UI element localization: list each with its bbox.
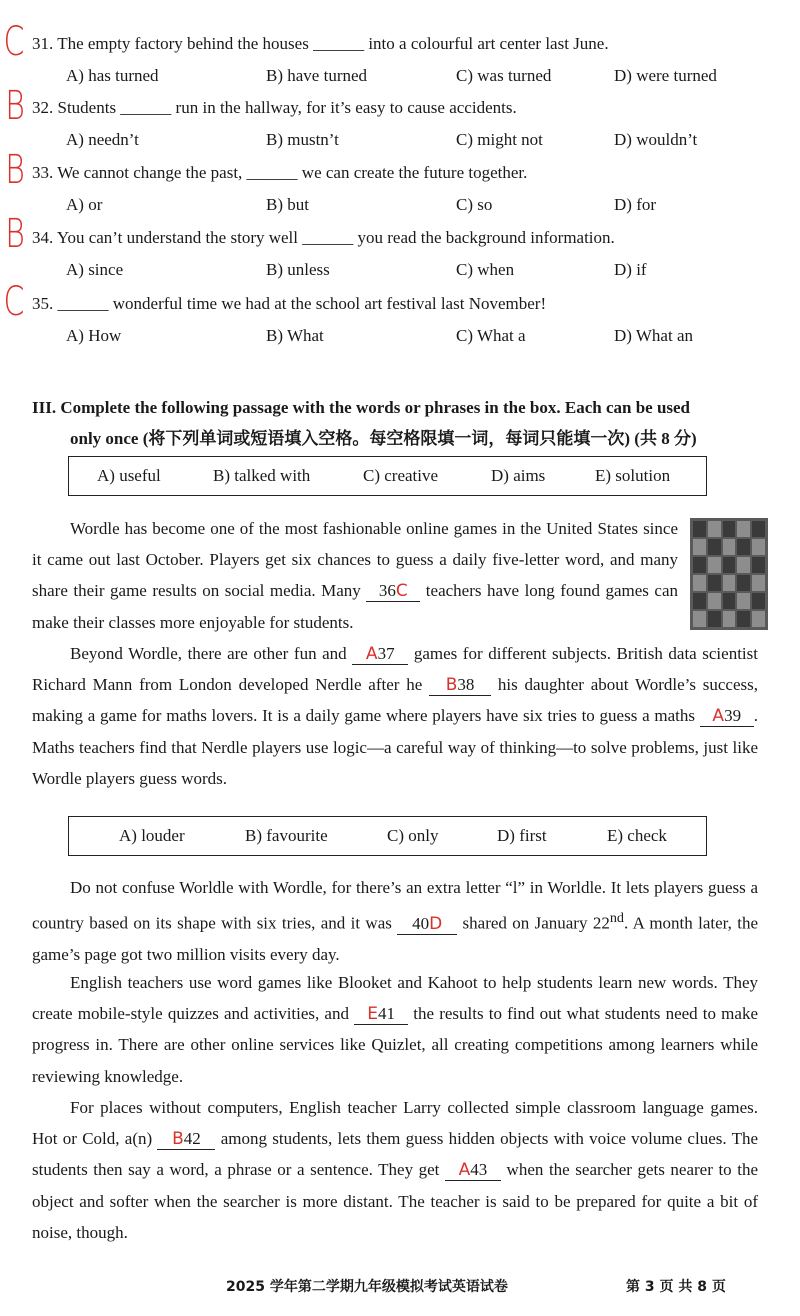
blank-40: 40D bbox=[397, 914, 457, 935]
word-box-2 bbox=[68, 816, 707, 856]
question-number: 35. bbox=[32, 294, 54, 313]
option-a: A) has turned bbox=[66, 66, 159, 85]
blank-39: A39 bbox=[700, 706, 754, 727]
blank-42: B42 bbox=[157, 1129, 215, 1150]
word-box-item: D) first bbox=[497, 826, 547, 845]
option-b: B) unless bbox=[266, 260, 330, 279]
option-a: A) needn’t bbox=[66, 130, 139, 149]
handwritten-answer-32: B bbox=[5, 83, 25, 129]
handwritten-answer-42: B bbox=[172, 1129, 184, 1150]
page-footer bbox=[0, 1276, 800, 1296]
option-a: A) How bbox=[66, 326, 122, 345]
question-stem: Students ______ run in the hallway, for it’s easy to cause accidents. bbox=[57, 98, 517, 117]
question-stem: You can’t understand the story well ______ you read the background information. bbox=[56, 228, 615, 247]
question-stem: We cannot change the past, ______ we can create the future together. bbox=[57, 163, 528, 182]
handwritten-answer-33: B bbox=[5, 147, 25, 193]
word-box-item: C) only bbox=[387, 826, 439, 845]
option-c: C) was turned bbox=[456, 66, 552, 85]
word-box-item: E) check bbox=[607, 826, 667, 845]
blank-36: 36C bbox=[366, 581, 420, 602]
blank-38: B38 bbox=[429, 675, 491, 696]
word-box-item: B) talked with bbox=[213, 466, 311, 485]
option-b: B) have turned bbox=[266, 66, 368, 85]
question-number: 32. bbox=[32, 98, 54, 117]
passage-paragraph-2: Beyond Wordle, there are other fun and A37 games for different subjects. British data scientist Richard Mann from London developed Nerdle after he B38 his daughter about Wordle’s success, making a game for maths lovers. It is a daily game where players have six tries to guess a maths A39 . Maths teachers find that Nerdle players use logic—a careful way of thinking—to solve problems, just like Wordle players guess words. bbox=[32, 644, 758, 788]
handwritten-answer-37: A bbox=[365, 644, 378, 664]
handwritten-answer-43: A bbox=[458, 1160, 471, 1181]
option-a: A) or bbox=[66, 195, 103, 214]
question-number: 31. bbox=[32, 34, 54, 53]
option-d: D) wouldn’t bbox=[614, 130, 698, 149]
handwritten-answer-34: B bbox=[5, 211, 25, 257]
handwritten-answer-39: A bbox=[712, 706, 725, 727]
option-b: B) mustn’t bbox=[266, 130, 339, 149]
blank-37: A37 bbox=[352, 644, 408, 665]
option-d: D) were turned bbox=[614, 66, 717, 85]
question-number: 33. bbox=[32, 163, 54, 182]
exam-title: 2025 学年第二学期九年级模拟考试英语试卷 bbox=[226, 1279, 508, 1295]
question-stem: The empty factory behind the houses ______ into a colourful art center last June. bbox=[57, 34, 609, 53]
word-box-item: A) louder bbox=[119, 826, 185, 845]
option-b: B) What bbox=[266, 326, 324, 345]
section-title-line-1: III. Complete the following passage with the words or phrases in the box. Each can be used bbox=[32, 398, 691, 417]
wordle-grid-image bbox=[690, 518, 768, 630]
handwritten-answer-41: E bbox=[367, 1004, 378, 1025]
word-box-item: E) solution bbox=[595, 466, 671, 485]
passage-paragraph-5: For places without computers, English teacher Larry collected simple classroom language games. Hot or Cold, a(n) B42 among students, lets them guess hidden objects with voice volume clues. The students then say a word, a phrase or a sentence. They get A43 when the searcher gets nearer to the object and softer when the searcher is more distant. The teacher is said to be prepared for quite a bit of noise, though. bbox=[32, 1098, 759, 1242]
handwritten-answer-40: D bbox=[429, 913, 443, 934]
section-title-line-2: only once (将下列单词或短语填入空格。每空格限填一词，每词只能填一次) (共 8 分) bbox=[70, 429, 697, 448]
question-number: 34. bbox=[32, 228, 54, 247]
handwritten-answer-36: C bbox=[395, 581, 408, 602]
handwritten-answer-35: C bbox=[3, 279, 25, 325]
blank-41: E41 bbox=[354, 1004, 408, 1025]
page-number: 第 3 页 共 8 页 bbox=[626, 1279, 726, 1295]
handwritten-answer-38: B bbox=[445, 675, 458, 696]
passage-paragraph-3: Do not confuse Worldle with Wordle, for there’s an extra letter “l” in Worldle. It lets players guess a country based on its shape with six tries, and it was 40D shared on January 22nd. A month later, the game’s page got two million visits every day. bbox=[32, 878, 758, 965]
passage-paragraph-1: Wordle has become one of the most fashionable online games in the United States since it came out last October. Players get six chances to guess a daily five-letter word, and many share their game results on social media. Many 36C teachers have long found games can make their classes more enjoyable for students. bbox=[32, 519, 678, 632]
option-d: D) if bbox=[614, 260, 647, 279]
question-stem: ______ wonderful time we had at the school art festival last November! bbox=[57, 294, 547, 313]
option-c: C) might not bbox=[456, 130, 543, 149]
option-a: A) since bbox=[66, 260, 124, 279]
option-b: B) but bbox=[266, 195, 309, 214]
option-d: D) for bbox=[614, 195, 657, 214]
option-c: C) so bbox=[456, 195, 493, 214]
word-box-item: B) favourite bbox=[245, 826, 328, 845]
option-d: D) What an bbox=[614, 326, 693, 345]
option-c: C) when bbox=[456, 260, 515, 279]
word-box-item: D) aims bbox=[491, 466, 546, 485]
word-box-1 bbox=[68, 456, 707, 496]
section-title bbox=[32, 392, 772, 454]
option-c: C) What a bbox=[456, 326, 526, 345]
blank-43: A43 bbox=[445, 1160, 501, 1181]
word-box-item: C) creative bbox=[363, 466, 439, 485]
word-box-item: A) useful bbox=[97, 466, 161, 485]
passage-paragraph-4: English teachers use word games like Blooket and Kahoot to help students learn new words. They create mobile-style quizzes and activities, and E41 the results to find out what students need to make progress in. There are other online services like Quizlet, all creating competitions among learners while reviewing knowledge. bbox=[32, 973, 758, 1086]
handwritten-answer-31: C bbox=[3, 19, 25, 65]
